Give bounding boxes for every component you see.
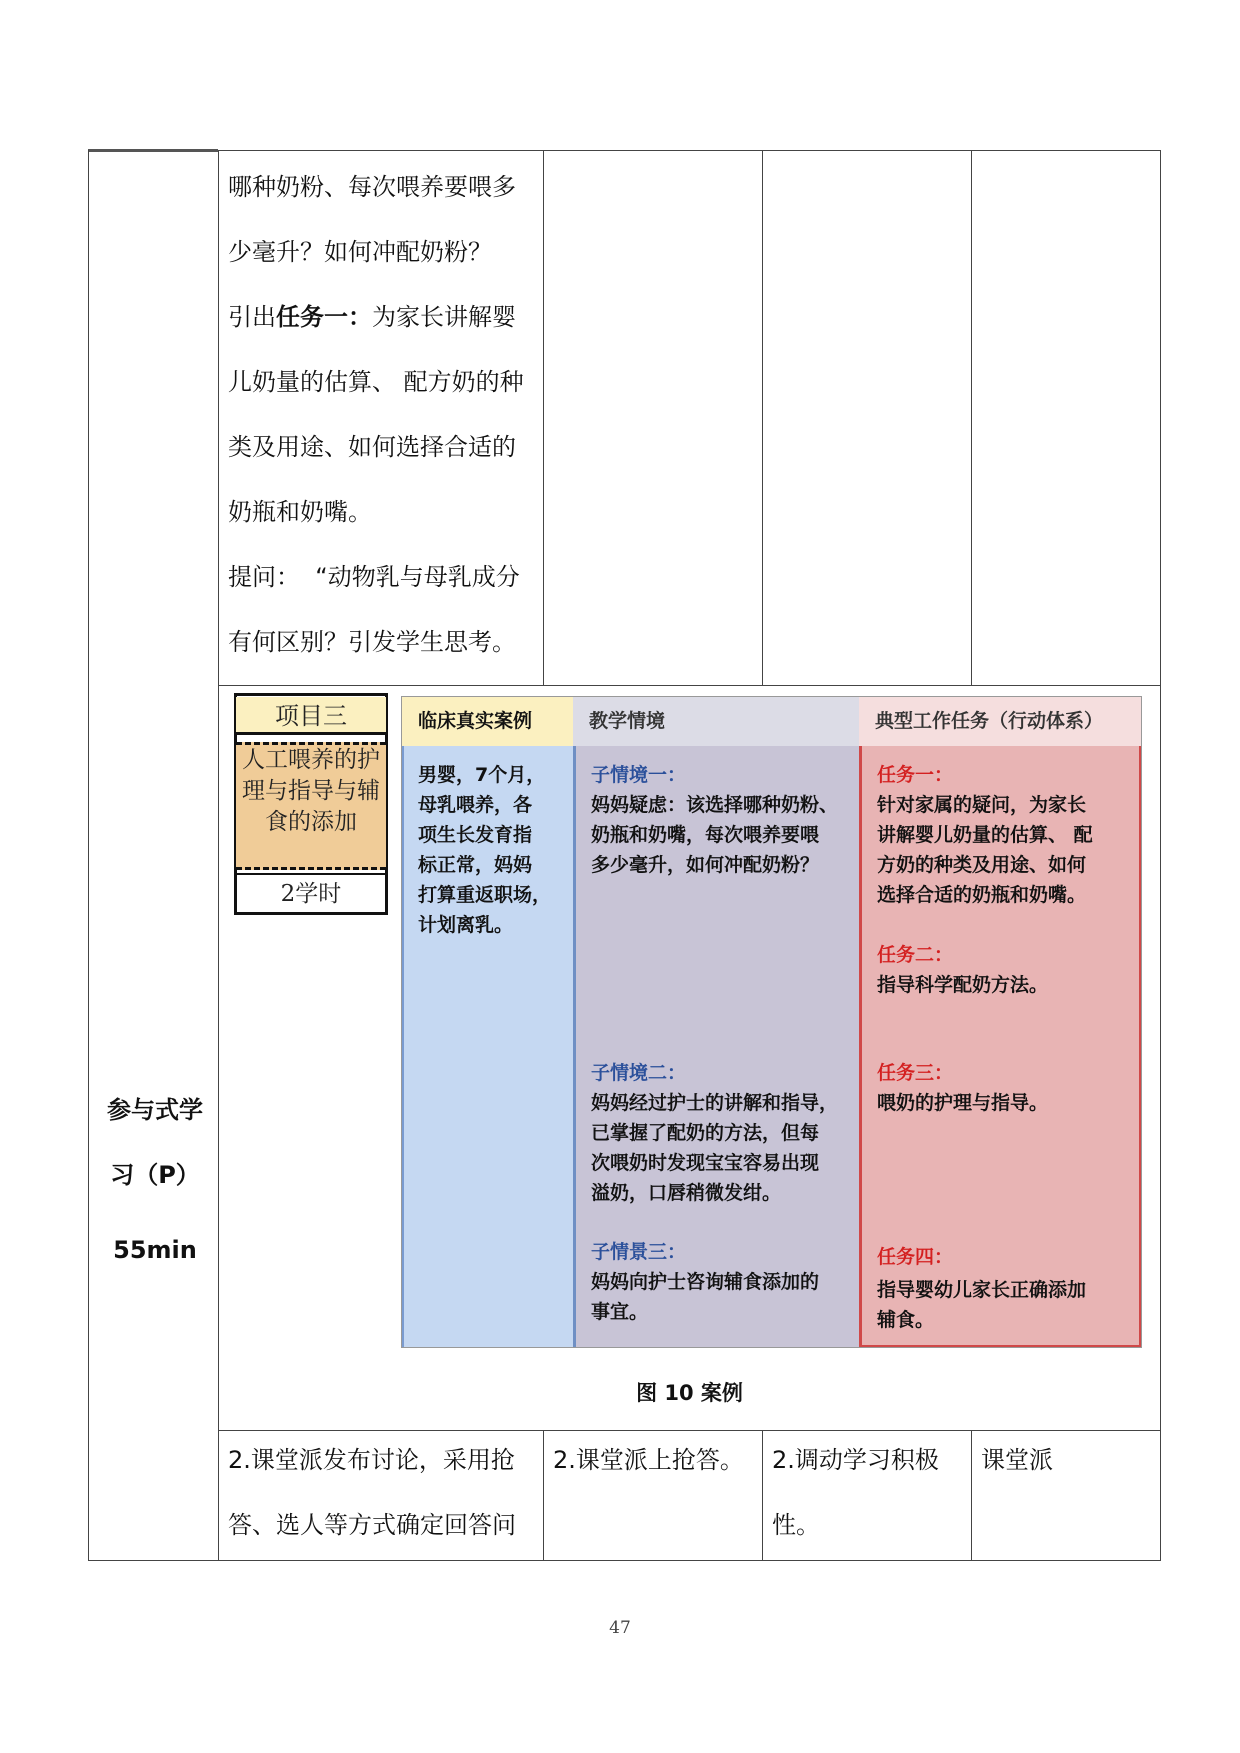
scenario-sub2-body: 妈妈经过护士的讲解和指导， 已掌握了配奶的方法，但每 次喂奶时发现宝宝容易出现 溢奶，口唇稍微发绀。 [591, 1092, 839, 1204]
upper-col1-line8: 有何区别？引发学生思考。 [228, 628, 516, 656]
figure-caption: 图 10 案例 [636, 1381, 743, 1405]
task4-body: 指导婴幼儿家长正确添加 辅食。 [877, 1279, 1087, 1331]
task1-body: 针对家属的疑问，为家长 讲解婴儿奶量的估算、 配 方奶的种类及用途、如何 选择合适的奶瓶和奶嘴。 [877, 794, 1093, 906]
upper-col1-line2: 少毫升？如何冲配奶粉？ [228, 238, 492, 266]
left-header-line3: 55min [113, 1236, 197, 1264]
left-header-line1: 参与式学 [107, 1096, 203, 1124]
scenario-sub3-body: 妈妈向护士咨询辅食添加的 事宜。 [591, 1271, 820, 1323]
task4-title: 任务四： [877, 1246, 954, 1268]
table-col-divider-2a [543, 150, 544, 685]
table-right-border [1160, 150, 1161, 1561]
upper-col1-line5: 类及用途、如何选择合适的 [228, 433, 516, 461]
table-col-divider-1 [218, 150, 219, 1561]
task1-title: 任务一： [877, 764, 954, 786]
scenario-sub1-title: 子情境一： [591, 764, 687, 786]
upper-col1-line6: 奶瓶和奶嘴。 [228, 498, 372, 526]
lower-col4: 课堂派 [981, 1446, 1053, 1474]
clinical-column-body: 男婴，7个月， 母乳喂养，各 项生长发育指 标正常，妈妈 打算重返职场， 计划离乳。 [418, 764, 552, 936]
table-col-divider-3a [762, 150, 763, 685]
lower-col2: 2.课堂派上抢答。 [553, 1446, 744, 1474]
table-bottom-line [88, 1560, 1161, 1561]
upper-col1-line1: 哪种奶粉、每次喂养要喂多 [228, 173, 516, 201]
upper-col1-line4: 儿奶量的估算、 配方奶的种 [228, 368, 524, 396]
clinical-column-header: 临床真实案例 [402, 697, 573, 746]
table-col-divider-2b [543, 1430, 544, 1561]
table-row-divider-1 [218, 685, 1161, 686]
table-top-line [218, 150, 1161, 151]
scenario-sub3-title: 子情景三： [591, 1241, 687, 1263]
lower-col3-line2: 性。 [772, 1511, 820, 1539]
upper-col1-line3 [228, 285, 516, 350]
lower-col3-line1: 2.调动学习积极 [772, 1446, 939, 1474]
table-col-divider-4b [971, 1430, 972, 1561]
task-one-label: 任务一： [276, 303, 372, 331]
task3-body: 喂奶的护理与指导。 [877, 1092, 1049, 1114]
task3-title: 任务三： [877, 1062, 954, 1084]
lower-col1-line2: 答、选人等方式确定回答问 [228, 1511, 516, 1539]
task-one-desc: 为家长讲解婴 [372, 303, 516, 331]
task2-body: 指导科学配奶方法。 [877, 974, 1049, 996]
lead-in-text: 引出 [228, 303, 276, 331]
table-col-divider-4a [971, 150, 972, 685]
project-name: 人工喂养的护理与指导与辅食的添加 [236, 742, 386, 870]
scenario-sub1-body: 妈妈疑虑：该选择哪种奶粉、 奶瓶和奶嘴，每次喂养要喂 多少毫升，如何冲配奶粉？ [591, 794, 839, 876]
scenario-sub2-title: 子情境二： [591, 1062, 687, 1084]
task2-title: 任务二： [877, 944, 954, 966]
table-col-divider-3b [762, 1430, 763, 1561]
project-hours: 2学时 [236, 873, 386, 912]
scenario-column-header: 教学情境 [573, 697, 859, 746]
tasks-column-header: 典型工作任务（行动体系） [859, 697, 1141, 746]
project-title: 项目三 [236, 697, 386, 735]
lower-col1-line1: 2.课堂派发布讨论，采用抢 [228, 1446, 515, 1474]
table-left-border [88, 150, 89, 1561]
left-header-line2: 习（P） [110, 1161, 200, 1189]
table-top-line-left [88, 149, 218, 152]
page-number: 47 [609, 1618, 631, 1638]
upper-col1-line7: 提问： “动物乳与母乳成分 [228, 563, 520, 591]
